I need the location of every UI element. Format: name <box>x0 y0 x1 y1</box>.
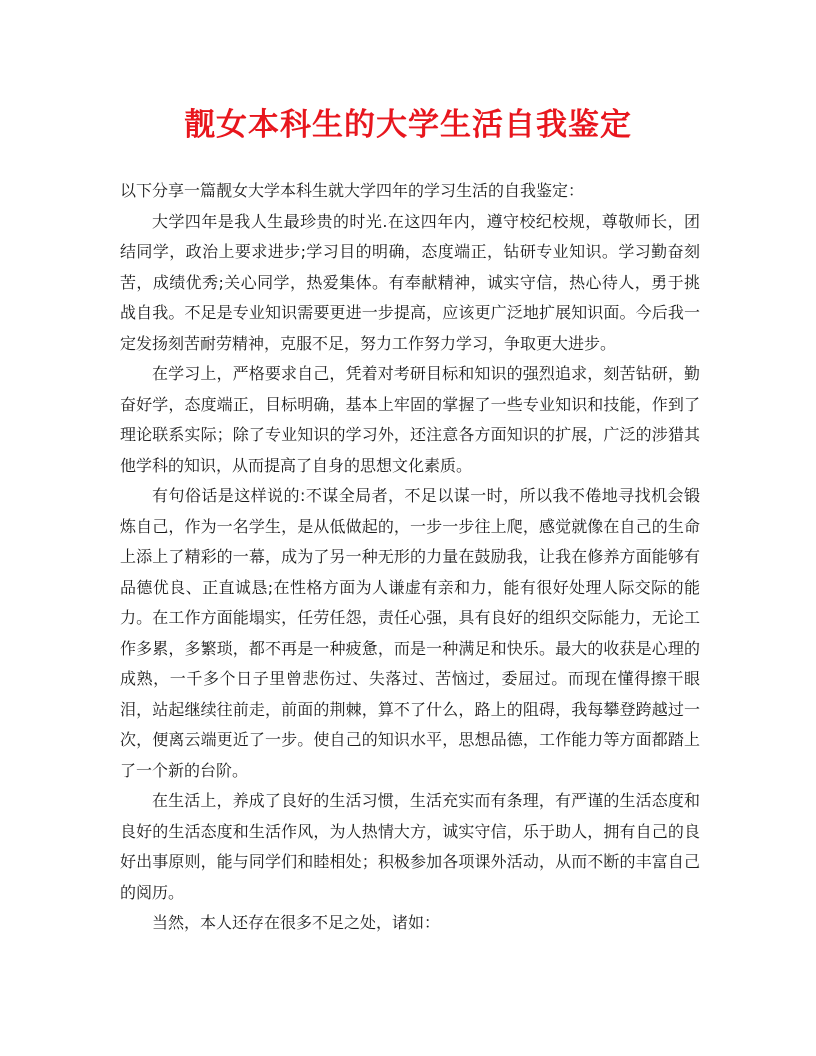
paragraph-growth: 有句俗话是这样说的:不谋全局者，不足以谋一时，所以我不倦地寻找机会锻炼自己，作为一名学生，是从低做起的，一步一步往上爬，感觉就像在自己的生命上添上了精彩的一幕，成为了另一种无形的力量在鼓励我，让我在修养方面能够有品德优良、正直诚恳;在性格方面为人谦虚有亲和力，能有很好处理人际交际的能力。在工作方面能塌实，任劳任怨，责任心强，具有良好的组织交际能力，无论工作多累，多繁琐，都不再是一种疲惫，而是一种满足和快乐。最大的收获是心理的成熟，一千多个日子里曾悲伤过、失落过、苦恼过，委屈过。而现在懂得擦干眼泪，站起继续往前走，前面的荆棘，算不了什么，路上的阻碍，我每攀登跨越过一次，便离云端更近了一步。使自己的知识水平，思想品德，工作能力等方面都踏上了一个新的台阶。 <box>120 486 700 780</box>
document-title: 靓女本科生的大学生活自我鉴定 <box>184 107 632 143</box>
paragraph-shortcomings: 当然，本人还存在很多不足之处，诸如： <box>152 913 441 932</box>
document-body <box>120 176 700 939</box>
intro-paragraph: 以下分享一篇靓女大学本科生就大学四年的学习生活的自我鉴定： <box>120 181 585 200</box>
paragraph-life: 在生活上，养成了良好的生活习惯，生活充实而有条理，有严谨的生活态度和良好的生活态度和生活作风，为人热情大方，诚实守信，乐于助人，拥有自己的良好出事原则，能与同学们和睦相处；积极参加各项课外活动，从而不断的丰富自己的阅历。 <box>120 791 700 902</box>
paragraph-overview: 大学四年是我人生最珍贵的时光.在这四年内，遵守校纪校规，尊敬师长，团结同学，政治上要求进步;学习目的明确，态度端正，钻研专业知识。学习勤奋刻苦，成绩优秀;关心同学，热爱集体。有奉献精神，诚实守信，热心待人，勇于挑战自我。不足是专业知识需要更进一步提高，应该更广泛地扩展知识面。今后我一定发扬刻苦耐劳精神，克服不足，努力工作努力学习，争取更大进步。 <box>120 211 700 353</box>
paragraph-study: 在学习上，严格要求自己，凭着对考研目标和知识的强烈追求，刻苦钻研，勤奋好学，态度端正，目标明确，基本上牢固的掌握了一些专业知识和技能，作到了理论联系实际；除了专业知识的学习外，还注意各方面知识的扩展，广泛的涉猎其他学科的知识，从而提高了自身的思想文化素质。 <box>120 364 700 475</box>
